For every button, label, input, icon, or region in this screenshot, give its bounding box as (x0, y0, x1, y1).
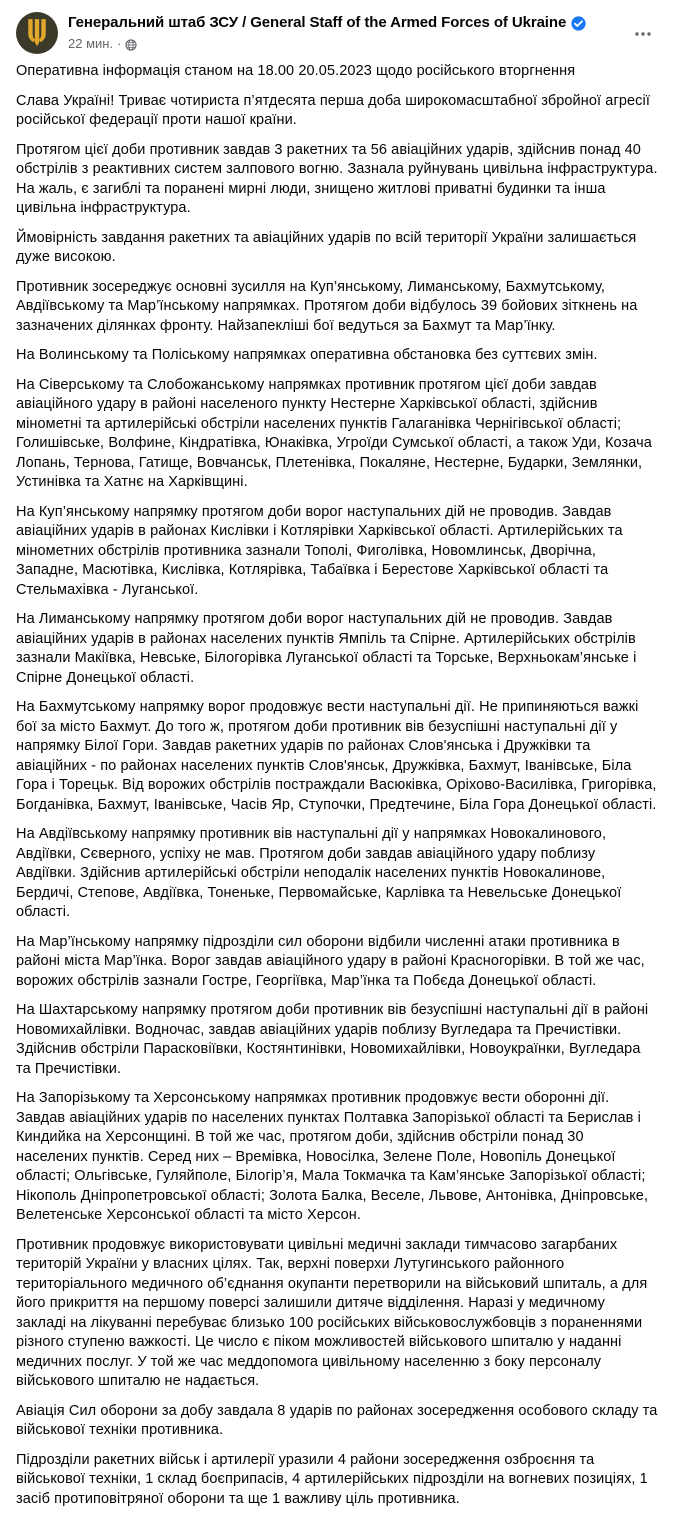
post-header (0, 0, 675, 58)
post-body-text (0, 58, 675, 1509)
post-paragraph: Підрозділи ракетних військ і артилерії уразили 4 райони зосередження озброєння та військової техніки, 1 склад боєприпасів, 4 артилерійських підрозділи на вогневих позиціях, 1 засіб протиповітряної оборони та ще 1 важливу ціль противника. (16, 1451, 648, 1507)
post-paragraph: Ймовірність завдання ракетних та авіаційних ударів по всій території України залишається дуже високою. (16, 229, 637, 265)
ukraine-trident-icon (25, 17, 49, 49)
post-paragraph: На Куп’янському напрямку протягом доби ворог наступальних дій не проводив. Завдав авіаційних ударів в районах Кислівки і Котлярівки Харківської області. Артилерійських та мінометних обстрілів противника зазнали Тополі, Фиголівка, Новомлинськ, Дворічна, Западне, Масютівка, Кислівка, Котлярівка, Табаївка і Берестове Харківської області та Стельмахівка - Луганської. (16, 503, 623, 598)
timestamp[interactable]: 22 мин. (68, 36, 114, 51)
ellipsis-icon (633, 24, 653, 44)
post-paragraph: Противник продовжує використовувати цивільні медичні заклади тимчасово загарбаних територій України у власних цілях. Так, верхні поверхи Лутугинського районного територіального медичного об’єднання окупанти перетворили на військовий шпиталь, а для його прикриття на першому поверсі залишили дитяче відділення. Наразі у медичному закладі на лікуванні перебуває близько 100 російських військовослужбовців з пораненнями різного ступеню важкості. Це число є піком можливостей військового шпиталю у наданні медичних послуг. У той же час меддопомога цивільному населенню з боку персоналу військового шпиталю не надається. (16, 1236, 648, 1389)
page-avatar[interactable] (16, 12, 58, 54)
post-meta-row (68, 36, 627, 52)
post-paragraph: На Бахмутському напрямку ворог продовжує вести наступальні дії. Не припиняються важкі бої за місто Бахмут. До того ж, протягом доби противник вів безуспішні наступальні дії у напрямку Білої Гори. Завдав ракетних ударів по районах Слов'янська і Дружківки та авіаційних - по районах населених пунктів Слов'янськ, Дружківка, Бахмут, Іванівське, Біла Гора і Торецьк. Від ворожих обстрілів постраждали Васюківка, Оріхово-Василівка, Григорівка, Богданівка, Бахмут, Іванівське, Часів Яр, Ступочки, Предтечине, Біла Гора Донецької області. (16, 699, 657, 813)
page-name[interactable]: Генеральний штаб ЗСУ / General Staff of the Armed Forces of Ukraine (68, 14, 567, 31)
post-paragraph: Протягом цієї доби противник завдав 3 ракетних та 56 авіаційних ударів, здійснив понад 40 обстрілів з реактивних систем залпового вогню. Зазнала руйнувань цивільна інфраструктура. На жаль, є загиблі та поранені мирні люди, знищено житлові приватні будинки та інша цивільна інфраструктура. (16, 141, 658, 216)
post-paragraph: Оперативна інформація станом на 18.00 20.05.2023 щодо російського вторгнення (16, 63, 576, 79)
post-paragraph: На Сіверському та Слобожанському напрямках противник протягом цієї доби завдав авіаційного удару в районі населеного пункту Нестерне Харківської області, здійснив мінометні та артилерійські обстріли населених пунктів Галаганівка Чернігівської області; Голишівське, Волфине, Кіндратівка, Юнаківка, Угроїди Сумської області, а також Уди, Козача Лопань, Тернова, Гатище, Вовчанськ, Плетенівка, Покаляне, Нестерне, Бударки, Землянки, Устинівка та Хатнє на Харківщині. (16, 376, 652, 490)
post-paragraph: На Шахтарському напрямку протягом доби противник вів безуспішні наступальні дії в районі Новомихайлівки. Водночас, завдав авіаційних ударів поблизу Вугледара та Пречистівки. Здійснив обстріли Парасковіївки, Костянтинівки, Новомихайлівки, Новоукраїнки, Вугледара та Пречистівки. (16, 1002, 649, 1077)
more-options-button[interactable] (627, 18, 659, 50)
post-paragraph: Слава Україні! Триває чотириста п’ятдесята перша доба широкомасштабної збройної агресії російської федерації проти нашої країни. (16, 92, 650, 128)
post-paragraph: На Авдіївському напрямку противник вів наступальні дії у напрямках Новокалинового, Авдіївки, Сєверного, успіху не мав. Протягом доби завдав авіаційного удару поблизу Авдіївки. Здійснив артилерійські обстріли неподалік населених пунктів Новокалинове, Бердичі, Степове, Авдіївка, Тоненьке, Первомайське, Карлівка та Невельське Донецької області. (16, 826, 622, 920)
post-paragraph: На Мар’їнському напрямку підрозділи сил оборони відбили численні атаки противника в районі міста Мар’їнка. Ворог завдав авіаційного удару в районі Красногорівки. В той же час, ворожих обстрілів зазнали Гостре, Георгіївка, Мар’їнка та Побєда Донецької області. (16, 933, 645, 989)
post-paragraph: Авіація Сил оборони за добу завдала 8 ударів по районах зосередження особового складу та військової техніки противника. (16, 1402, 658, 1438)
post-paragraph: Противник зосереджує основні зусилля на Куп’янському, Лиманському, Бахмутському, Авдіївському та Мар’їнському напрямках. Протягом доби відбулось 39 бойових зіткнень на зазначених ділянках фронту. Найзапекліші бої ведуться за Бахмут та Мар’їнку. (16, 278, 638, 334)
header-info (68, 12, 627, 52)
globe-icon (125, 39, 137, 51)
meta-separator: · (117, 36, 122, 51)
post-paragraph: На Запорізькому та Херсонському напрямках противник продовжує вести оборонні дії. Завдав авіаційних ударів по населених пунктах Полтавка Запорізької області та Берислав і Киндийка на Херсонщині. В той же час, протягом доби, здійснив обстріли понад 30 населених пунктів. Серед них – Времівка, Новосілка, Зелене Поле, Новопіль Донецької області; Ольгівське, Гуляйполе, Білогір’я, Мала Токмачка та Кам’янське Запорізької області; Нікополь Дніпропетровської області; Золота Балка, Веселе, Львове, Антонівка, Дніпровське, Велетенське Херсонської області та місто Херсон. (16, 1090, 649, 1223)
post-paragraph: На Лиманському напрямку протягом доби ворог наступальних дій не проводив. Завдав авіаційних ударів в районах населених пунктів Ямпіль та Спірне. Артилерійських обстрілів зазнали Макіївка, Невське, Білогорівка Луганської області та Торське, Верхньокам’янське і Спірне Донецької області. (16, 611, 637, 686)
post-paragraph: На Волинському та Поліському напрямках оперативна обстановка без суттєвих змін. (16, 347, 598, 363)
verified-badge-icon (571, 16, 586, 31)
page-name-row (68, 13, 627, 33)
